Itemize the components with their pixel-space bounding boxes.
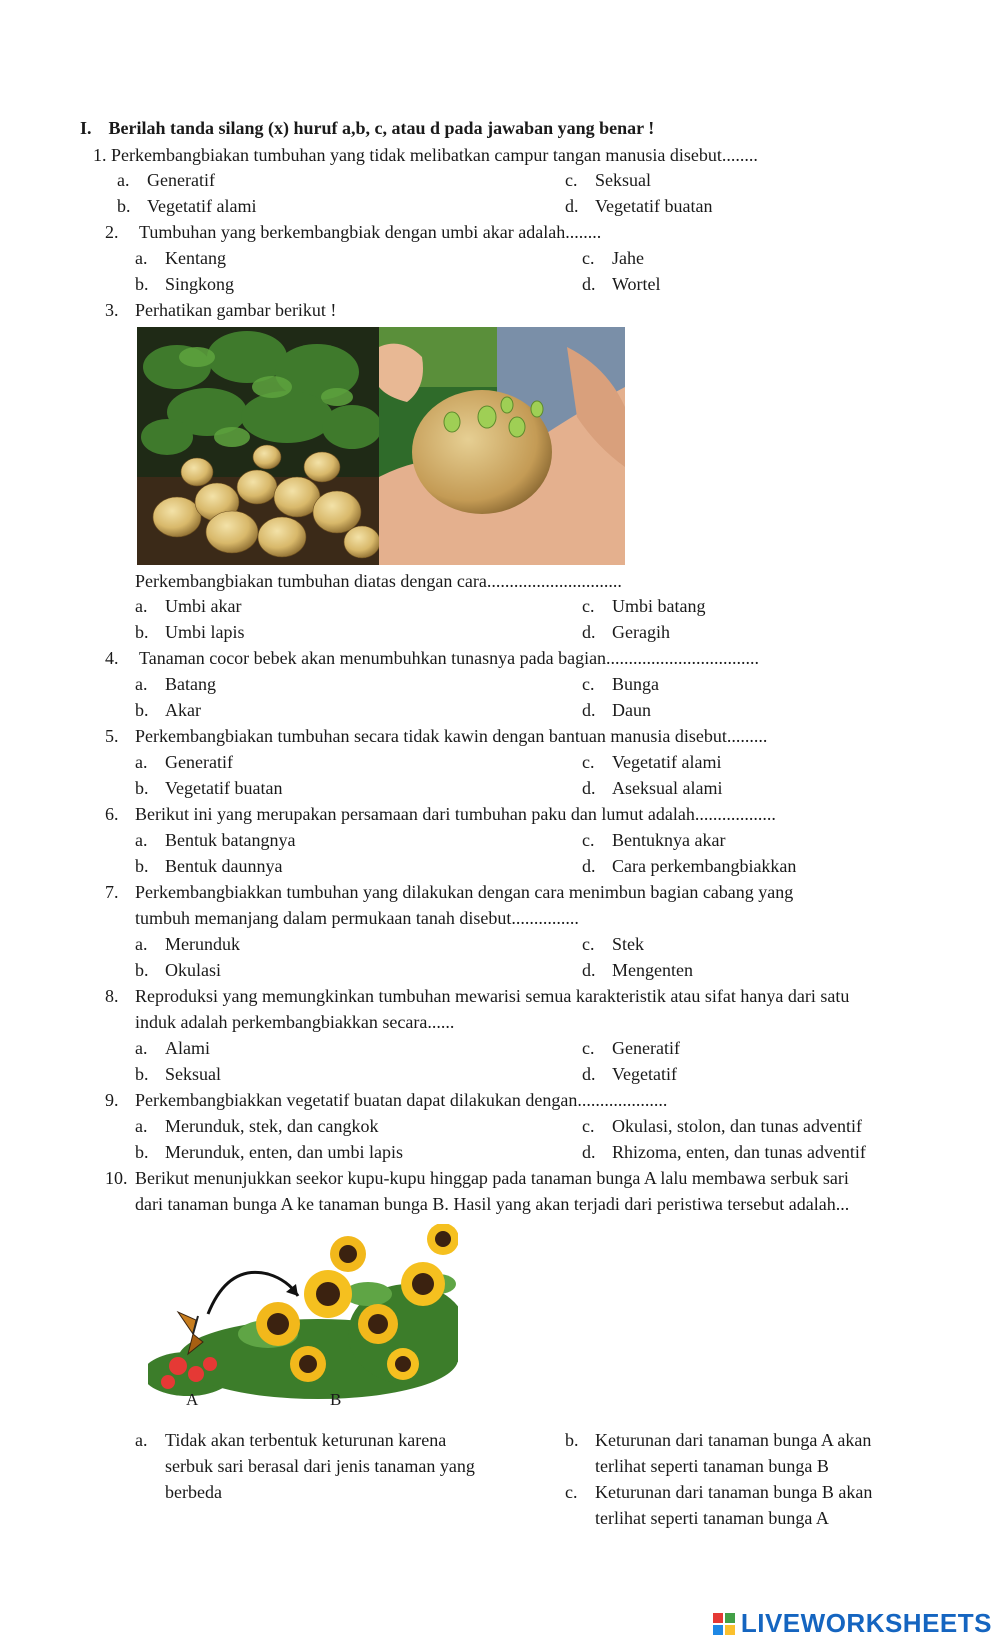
q3-option-b[interactable]: b. Umbi lapis: [135, 622, 245, 642]
q3-option-a[interactable]: a. Umbi akar: [135, 596, 242, 616]
potato-image: [137, 327, 625, 565]
q1-option-a[interactable]: a. Generatif: [117, 170, 215, 190]
instruction-header: [80, 118, 654, 139]
figure-label-a: A: [186, 1390, 199, 1409]
q8-option-d[interactable]: d. Vegetatif: [582, 1064, 677, 1084]
q10-option-c[interactable]: c. Keturunan dari tanaman bunga B akan terlihat seperti tanaman bunga A: [565, 1482, 873, 1528]
question-text: Tanaman cocor bebek akan menumbuhkan tunasnya pada bagian..................................: [139, 648, 760, 668]
q2-option-d[interactable]: d. Wortel: [582, 274, 661, 294]
q6-option-c[interactable]: c. Bentuknya akar: [582, 830, 726, 850]
q7-option-b[interactable]: b. Okulasi: [135, 960, 221, 980]
brand-name: LIVEWORKSHEETS: [740, 1608, 992, 1638]
question-6: [105, 801, 965, 827]
question-number: 6.: [105, 804, 119, 824]
q9-option-d[interactable]: d. Rhizoma, enten, dan tunas adventif: [582, 1142, 866, 1162]
q10-option-a[interactable]: a. Tidak akan terbentuk keturunan karena serbuk sari berasal dari jenis tanaman yang berbeda: [135, 1430, 475, 1502]
q8-option-c[interactable]: c. Generatif: [582, 1038, 680, 1058]
q6-option-a[interactable]: a. Bentuk batangnya: [135, 830, 296, 850]
q4-option-d[interactable]: d. Daun: [582, 700, 651, 720]
question-number: 2.: [105, 222, 119, 242]
question-10: [105, 1165, 985, 1217]
question-number: 4.: [105, 648, 119, 668]
question-number: 9.: [105, 1090, 119, 1110]
q2-option-c[interactable]: c. Jahe: [582, 248, 644, 268]
q5-option-c[interactable]: c. Vegetatif alami: [582, 752, 722, 772]
question-text: Perhatikan gambar berikut !: [135, 300, 337, 320]
question-2: [105, 219, 965, 245]
question-text: Perkembangbiakan tumbuhan secara tidak kawin dengan bantuan manusia disebut.........: [135, 726, 768, 746]
q1-option-d[interactable]: d. Vegetatif buatan: [565, 196, 713, 216]
q9-option-a[interactable]: a. Merunduk, stek, dan cangkok: [135, 1116, 379, 1136]
logo-squares-icon: [713, 1613, 735, 1635]
question-number: 3.: [105, 300, 119, 320]
q2-option-a[interactable]: a. Kentang: [135, 248, 226, 268]
question-1: [93, 144, 758, 166]
question-7: [105, 879, 965, 931]
question-9: [105, 1087, 965, 1113]
q6-option-d[interactable]: d. Cara perkembangbiakkan: [582, 856, 797, 876]
question-number: 10.: [105, 1168, 128, 1188]
q2-option-b[interactable]: b. Singkong: [135, 274, 235, 294]
q7-option-c[interactable]: c. Stek: [582, 934, 645, 954]
question-4: [105, 645, 965, 671]
section-number: I.: [80, 118, 92, 138]
q9-option-c[interactable]: c. Okulasi, stolon, dan tunas adventif: [582, 1116, 862, 1136]
question-8: [105, 983, 985, 1035]
question-text: Perkembangbiakkan tumbuhan yang dilakukan dengan cara menimbun bagian cabang yang: [135, 882, 794, 902]
question-3-subtext: Perkembangbiakan tumbuhan diatas dengan cara..............................: [135, 571, 622, 591]
question-number: 5.: [105, 726, 119, 746]
instruction-text: Berilah tanda silang (x) huruf a,b, c, atau d pada jawaban yang benar !: [108, 118, 655, 138]
q4-option-a[interactable]: a. Batang: [135, 674, 216, 694]
question-text: Tumbuhan yang berkembangbiak dengan umbi akar adalah........: [139, 222, 602, 242]
q4-option-c[interactable]: c. Bunga: [582, 674, 659, 694]
q7-option-a[interactable]: a. Merunduk: [135, 934, 240, 954]
question-text-line2: tumbuh memanjang dalam permukaan tanah disebut...............: [135, 908, 579, 928]
q1-option-c[interactable]: c. Seksual: [565, 170, 651, 190]
q3-option-d[interactable]: d. Geragih: [582, 622, 670, 642]
question-text-line2: induk adalah perkembangbiakkan secara......: [135, 1012, 455, 1032]
q7-option-d[interactable]: d. Mengenten: [582, 960, 693, 980]
question-text: Berikut ini yang merupakan persamaan dari tumbuhan paku dan lumut adalah..................: [135, 804, 776, 824]
question-text: Reproduksi yang memungkinkan tumbuhan mewarisi semua karakteristik atau sifat hanya dari satu: [135, 986, 850, 1006]
q3-option-c[interactable]: c. Umbi batang: [582, 596, 706, 616]
question-number: 8.: [105, 986, 119, 1006]
q9-option-b[interactable]: b. Merunduk, enten, dan umbi lapis: [135, 1142, 403, 1162]
q10-option-b[interactable]: b. Keturunan dari tanaman bunga A akan terlihat seperti tanaman bunga B: [565, 1430, 872, 1476]
question-5: [105, 723, 965, 749]
pollination-image: [148, 1224, 458, 1414]
q5-option-b[interactable]: b. Vegetatif buatan: [135, 778, 283, 798]
q4-option-b[interactable]: b. Akar: [135, 700, 201, 720]
question-number: 1.: [93, 145, 107, 165]
q1-option-b[interactable]: b. Vegetatif alami: [117, 196, 257, 216]
question-3: [105, 297, 965, 323]
question-text: Berikut menunjukkan seekor kupu-kupu hinggap pada tanaman bunga A lalu membawa serbuk sari: [135, 1168, 849, 1188]
liveworksheets-logo: [713, 1608, 992, 1639]
question-number: 7.: [105, 882, 119, 902]
q6-option-b[interactable]: b. Bentuk daunnya: [135, 856, 283, 876]
question-text-line2: dari tanaman bunga A ke tanaman bunga B. Hasil yang akan terjadi dari peristiwa tersebut adalah...: [135, 1194, 850, 1214]
q5-option-d[interactable]: d. Aseksual alami: [582, 778, 723, 798]
figure-label-b: B: [330, 1390, 342, 1409]
q8-option-a[interactable]: a. Alami: [135, 1038, 210, 1058]
q8-option-b[interactable]: b. Seksual: [135, 1064, 221, 1084]
question-text: Perkembangbiakan tumbuhan yang tidak melibatkan campur tangan manusia disebut........: [111, 145, 758, 165]
q5-option-a[interactable]: a. Generatif: [135, 752, 233, 772]
question-text: Perkembangbiakkan vegetatif buatan dapat dilakukan dengan....................: [135, 1090, 668, 1110]
